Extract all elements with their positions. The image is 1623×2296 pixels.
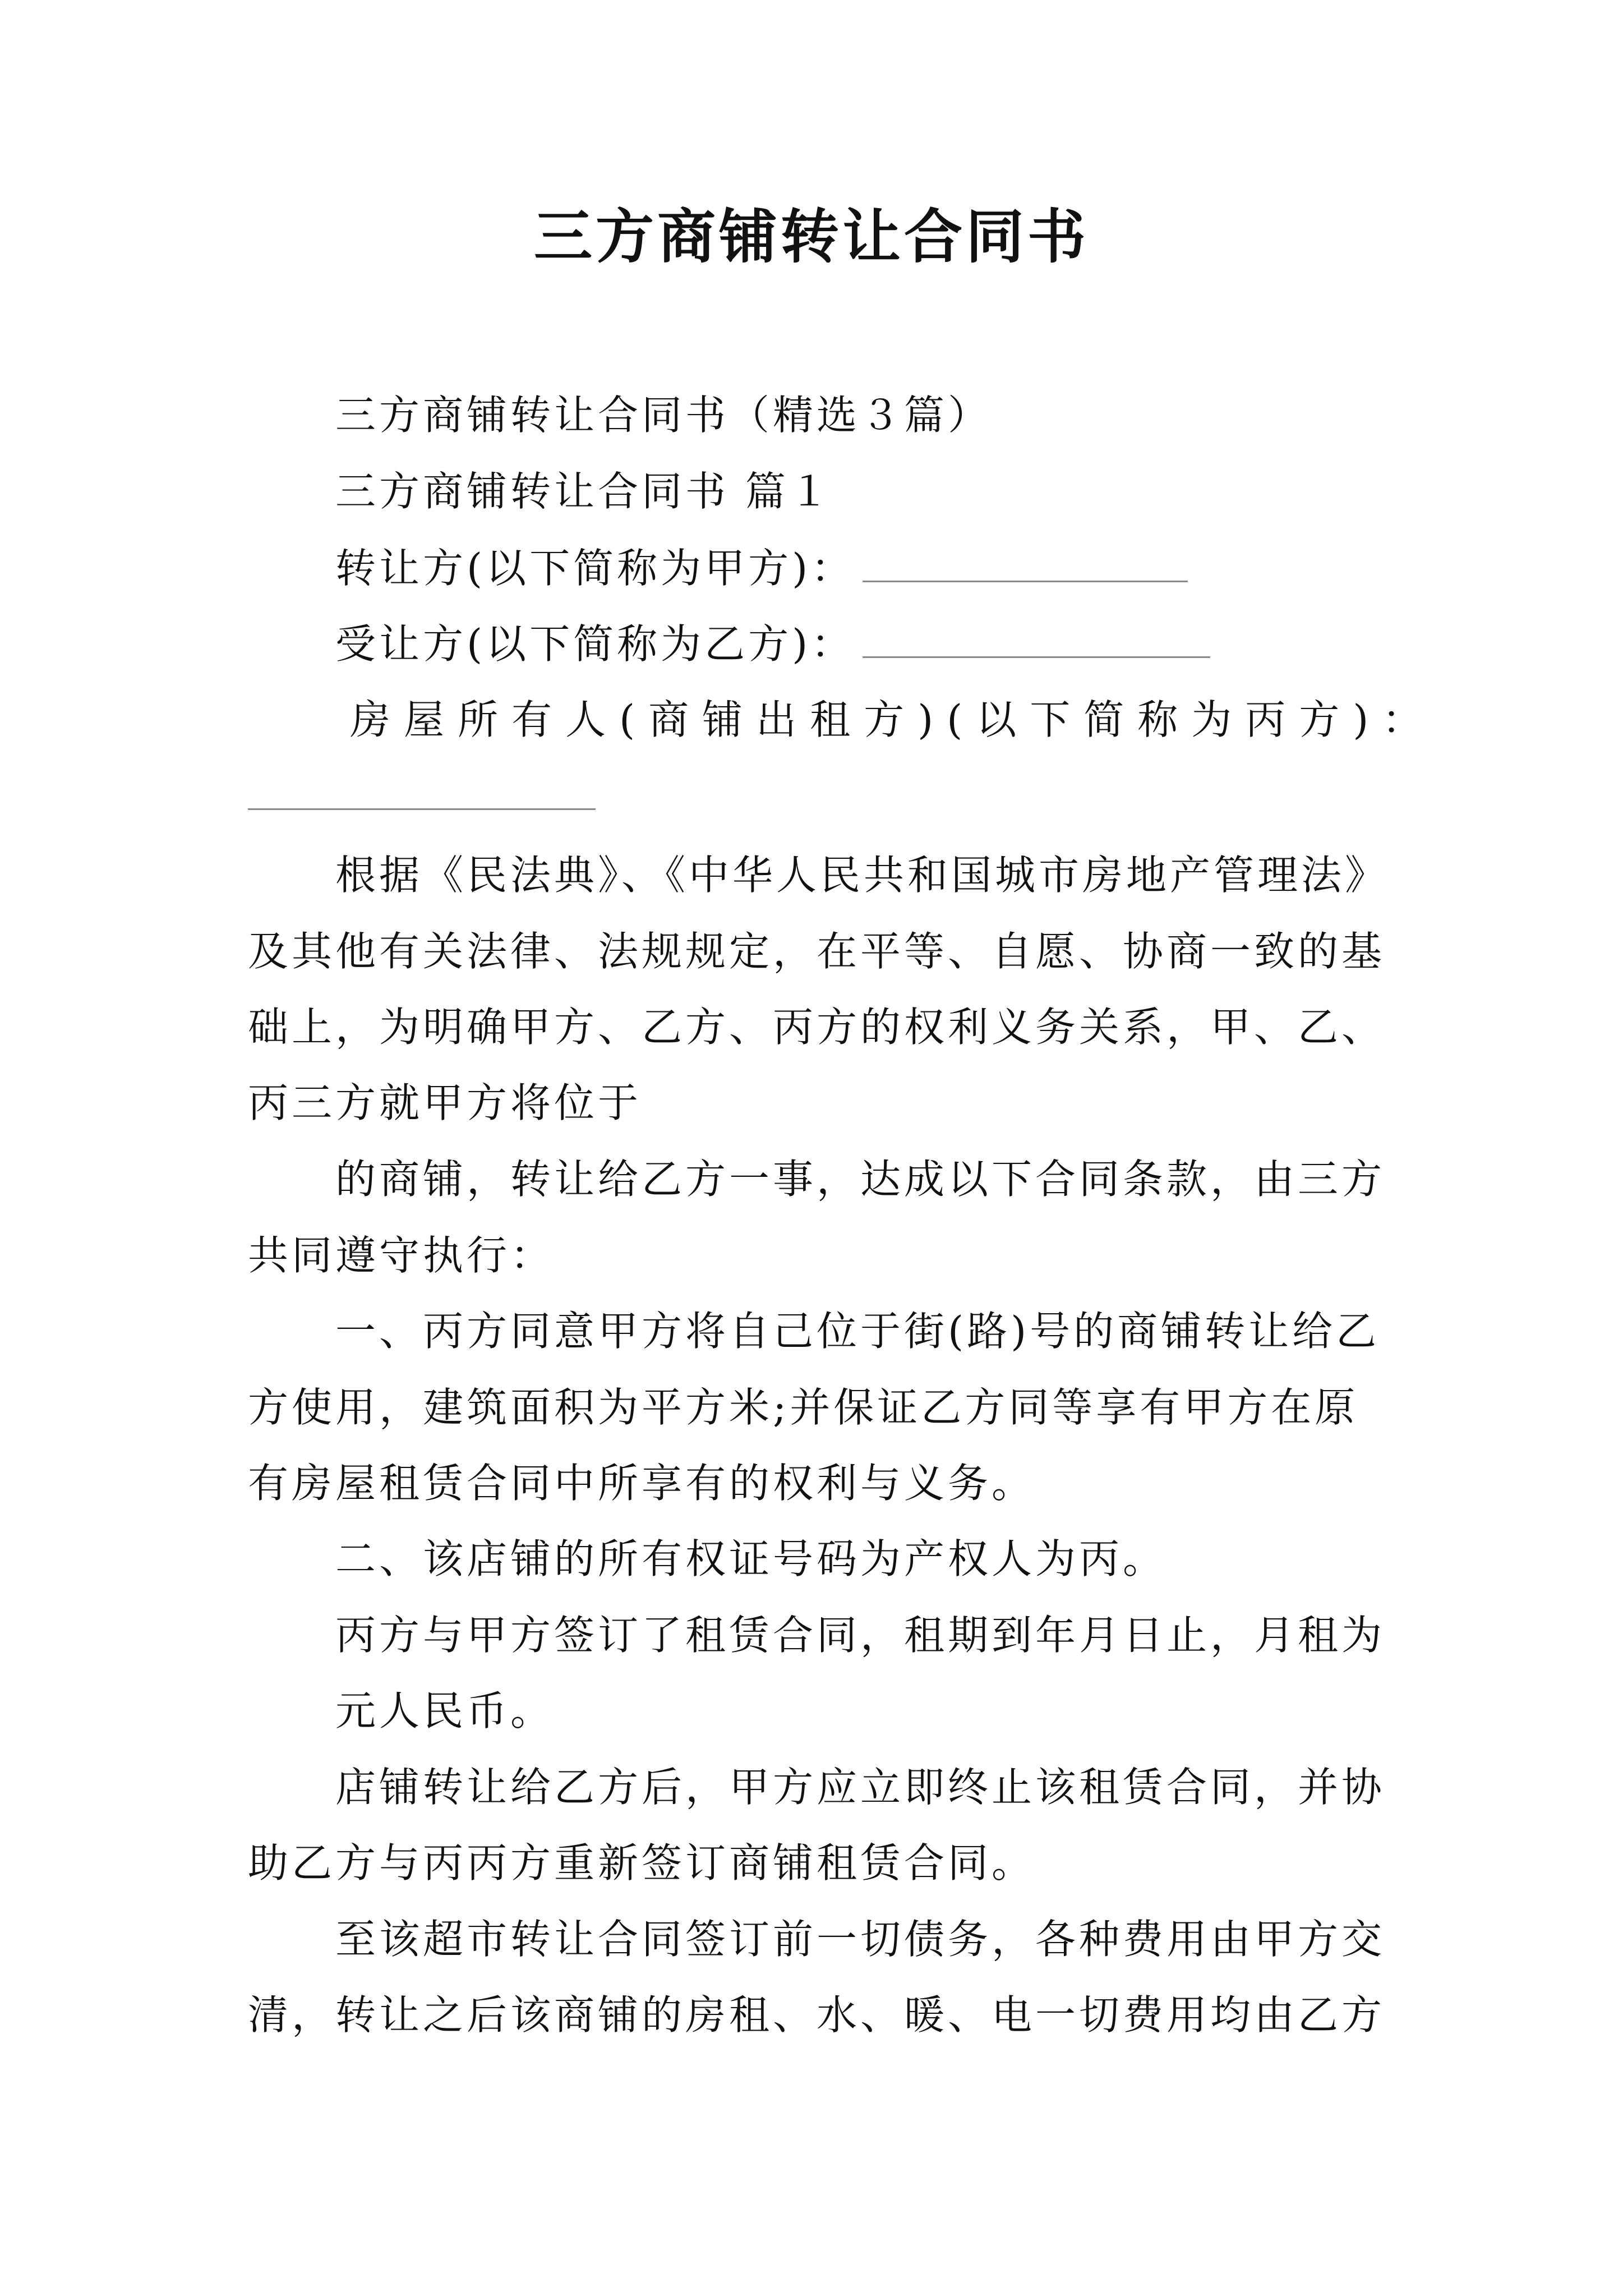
party-a-line <box>335 540 1188 596</box>
body-line-13: 店铺转让给乙方后，甲方应立即终止该租赁合同，并协 <box>335 1764 1386 1811</box>
body-line-9: 有房屋租赁合同中所享有的权利与义务。 <box>248 1460 1036 1507</box>
body-line-5: 的商铺，转让给乙方一事，达成以下合同条款，由三方 <box>335 1156 1386 1203</box>
body-line-15: 至该超市转让合同签订前一切债务，各种费用由甲方交 <box>335 1916 1386 1963</box>
party-a-label: 转让方(以下简称为甲方)： <box>335 545 855 592</box>
party-a-blank <box>863 547 1188 582</box>
section-heading: 三方商铺转让合同书 篇１ <box>335 468 833 515</box>
body-line-4: 丙三方就甲方将位于 <box>248 1079 642 1126</box>
party-c-label: 房屋所有人(商铺出租方)(以下简称为丙方)： <box>350 696 1436 743</box>
body-line-6: 共同遵守执行： <box>248 1232 555 1279</box>
body-line-8: 方使用，建筑面积为平方米;并保证乙方同等享有甲方在原 <box>248 1384 1359 1431</box>
body-line-7: 一、丙方同意甲方将自己位于街(路)号的商铺转让给乙 <box>335 1308 1380 1355</box>
party-b-line <box>335 616 1210 672</box>
body-line-1: 根据《民法典》、《中华人民共和国城市房地产管理法》 <box>335 852 1389 899</box>
body-line-3: 础上，为明确甲方、乙方、丙方的权利义务关系，甲、乙、 <box>248 1004 1386 1051</box>
body-line-11: 丙方与甲方签订了租赁合同，租期到年月日止，月租为 <box>335 1612 1386 1659</box>
body-line-12: 元人民币。 <box>335 1687 555 1734</box>
body-line-2: 及其他有关法律、法规规定，在平等、自愿、协商一致的基 <box>248 928 1386 975</box>
party-b-label: 受让方(以下简称为乙方)： <box>335 620 855 668</box>
party-c-blank <box>248 808 596 810</box>
document-title: 三方商铺转让合同书 <box>533 202 1089 271</box>
body-line-14: 助乙方与丙丙方重新签订商铺租赁合同。 <box>248 1839 1036 1887</box>
body-line-10: 二、该店铺的所有权证号码为产权人为丙。 <box>335 1535 1167 1582</box>
body-line-16: 清，转让之后该商铺的房租、水、暖、电一切费用均由乙方 <box>248 1991 1386 2039</box>
party-b-blank <box>863 623 1210 658</box>
subtitle: 三方商铺转让合同书（精选３篇） <box>335 392 992 439</box>
